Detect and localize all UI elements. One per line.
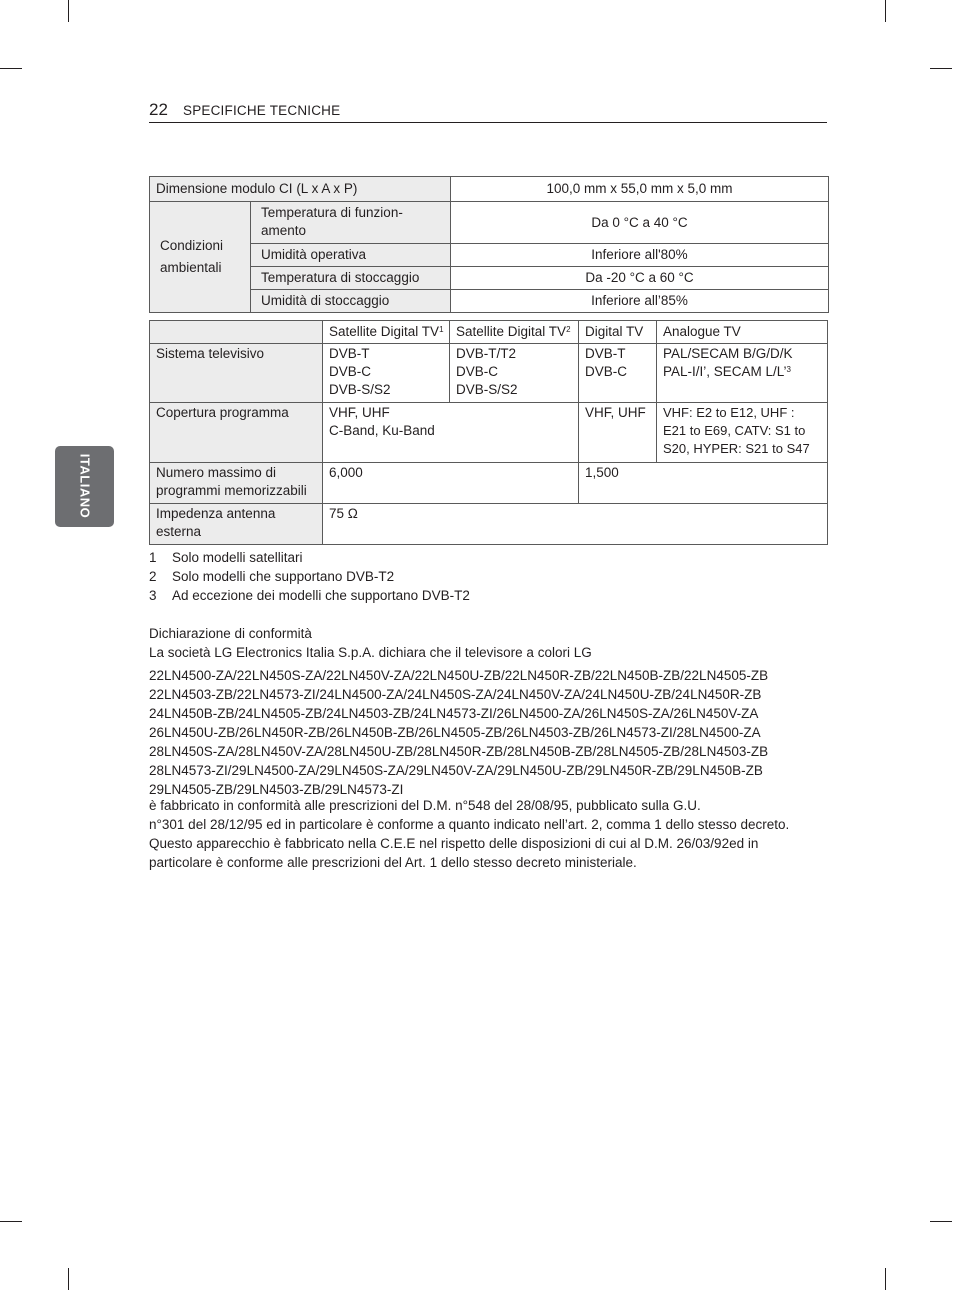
cell-line: DVB-C xyxy=(585,364,628,379)
body-line: n°301 del 28/12/95 ed in particolare è conforme a quanto indicato nell’art. 2, comma 1 dello stesso decreto. xyxy=(149,817,790,832)
environment-label-line: ambientali xyxy=(160,260,222,275)
header-satellite-digital-tv-2 xyxy=(450,321,579,344)
cell-line: E21 to E69, CATV: S1 to xyxy=(663,423,806,438)
row-label-coverage: Copertura programma xyxy=(150,403,323,463)
env-row-value: Inferiore all’85% xyxy=(451,290,829,313)
spec-table-tv-system xyxy=(149,320,828,545)
model-line: 24LN450B-ZB/24LN4505-ZB/24LN4503-ZB/24LN4573-ZI/26LN4500-ZA/26LN450S-ZA/26LN450V-ZA xyxy=(149,706,759,721)
page-number: 22 xyxy=(149,100,168,119)
cell-line: DVB-T xyxy=(585,346,626,361)
model-line: 28LN450S-ZA/28LN450V-ZA/28LN450U-ZB/28LN450R-ZB/28LN450B-ZB/28LN4505-ZB/28LN4503-ZB xyxy=(149,744,769,759)
declaration-intro: La società LG Electronics Italia S.p.A. dichiara che il televisore a colori LG xyxy=(149,645,592,660)
footnote xyxy=(149,586,829,605)
footnote-number: 1 xyxy=(149,550,157,565)
tv-system-analogue xyxy=(657,344,828,403)
cell-line: DVB-T/T2 xyxy=(456,346,517,361)
crop-mark xyxy=(0,1221,22,1222)
language-tab xyxy=(55,446,114,527)
cell-line: Impedenza antenna xyxy=(156,506,276,521)
cell-line: VHF, UHF xyxy=(329,405,390,420)
table-row xyxy=(150,244,829,267)
module-size-value: 100,0 mm x 55,0 mm x 5,0 mm xyxy=(451,177,829,202)
footnote-ref: 1 xyxy=(439,325,444,334)
tv-system-satellite-2 xyxy=(450,344,579,403)
cell-line: Numero massimo di xyxy=(156,465,277,480)
env-row-value: Da 0 °C a 40 °C xyxy=(451,202,829,244)
cell-line: VHF: E2 to E12, UHF : xyxy=(663,405,795,420)
env-row-label: Umidità di stoccaggio xyxy=(251,290,451,313)
table-row xyxy=(150,504,828,545)
table-row xyxy=(150,463,828,504)
header-label: Satellite Digital TV xyxy=(329,324,440,339)
table-row xyxy=(150,202,829,244)
declaration-body xyxy=(149,796,839,872)
footnotes xyxy=(149,548,829,605)
declaration-title: Dichiarazione di conformità xyxy=(149,626,312,641)
model-line: 29LN4505-ZB/29LN4503-ZB/29LN4573-ZI xyxy=(149,782,404,797)
max-programs-satellite: 6,000 xyxy=(323,463,579,504)
tv-system-digital xyxy=(579,344,657,403)
env-row-value: Inferiore all'80% xyxy=(451,244,829,267)
header-label: Satellite Digital TV xyxy=(456,324,567,339)
cell-line xyxy=(663,363,821,381)
crop-mark xyxy=(0,68,22,69)
crop-mark xyxy=(68,1268,69,1290)
max-programs-other: 1,500 xyxy=(579,463,828,504)
crop-mark xyxy=(885,0,886,22)
model-list xyxy=(149,666,839,799)
antenna-impedance-value: 75 Ω xyxy=(323,504,828,545)
page-header xyxy=(149,100,827,123)
env-row-label: Umidità operativa xyxy=(251,244,451,267)
env-row-label: Temperatura di stoccaggio xyxy=(251,267,451,290)
table-row xyxy=(150,177,829,202)
spec-table-environment xyxy=(149,176,829,313)
declaration-of-conformity xyxy=(149,624,839,872)
cell-line: DVB-C xyxy=(456,364,499,379)
table-row xyxy=(150,403,828,463)
footnote-ref: 3 xyxy=(786,365,791,374)
empty-header-cell xyxy=(150,321,323,344)
cell-line: DVB-C xyxy=(329,364,372,379)
footnote xyxy=(149,567,829,586)
crop-mark xyxy=(930,1221,952,1222)
env-row-value: Da -20 °C a 60 °C xyxy=(451,267,829,290)
footnote-ref: 2 xyxy=(566,325,571,334)
cell-line: DVB-T xyxy=(329,346,370,361)
coverage-analogue xyxy=(657,403,828,463)
cell-line: PAL/SECAM B/G/D/K xyxy=(663,346,793,361)
footnote-number: 3 xyxy=(149,588,157,603)
model-line: 22LN4503-ZB/22LN4573-ZI/24LN4500-ZA/24LN450S-ZA/24LN450V-ZA/24LN450U-ZB/24LN450R-ZB xyxy=(149,687,762,702)
crop-mark xyxy=(885,1268,886,1290)
model-line: 26LN450U-ZB/26LN450R-ZB/26LN450B-ZB/26LN4505-ZB/26LN4503-ZB/26LN4573-ZI/28LN4500-ZA xyxy=(149,725,761,740)
footnote xyxy=(149,548,829,567)
footnote-text: Ad eccezione dei modelli che supportano DVB-T2 xyxy=(172,588,470,603)
header-satellite-digital-tv xyxy=(323,321,450,344)
table-header-row xyxy=(150,321,828,344)
table-row xyxy=(150,290,829,313)
footnote-text: Solo modelli che supportano DVB-T2 xyxy=(172,569,395,584)
table-row xyxy=(150,267,829,290)
row-label-antenna xyxy=(150,504,323,545)
cell-line: DVB-S/S2 xyxy=(456,382,518,397)
cell-line: C-Band, Ku-Band xyxy=(329,423,435,438)
coverage-digital: VHF, UHF xyxy=(579,403,657,463)
footnote-number: 2 xyxy=(149,569,157,584)
row-label-max-programs xyxy=(150,463,323,504)
coverage-satellite xyxy=(323,403,579,463)
cell-line: programmi memorizzabili xyxy=(156,483,307,498)
row-label-tv-system: Sistema televisivo xyxy=(150,344,323,403)
header-digital-tv: Digital TV xyxy=(579,321,657,344)
body-line: Questo apparecchio è fabbricato nella C.E.E nel rispetto delle disposizioni di cui al D.M. 26/03/92ed in xyxy=(149,836,759,851)
model-line: 28LN4573-ZI/29LN4500-ZA/29LN450S-ZA/29LN450V-ZA/29LN450U-ZB/29LN450R-ZB/29LN450B-ZB xyxy=(149,763,763,778)
section-title: SPECIFICHE TECNICHE xyxy=(183,103,341,118)
crop-mark xyxy=(68,0,69,22)
tv-system-satellite xyxy=(323,344,450,403)
crop-mark xyxy=(930,68,952,69)
environment-label-line: Condizioni xyxy=(160,238,224,253)
module-size-label: Dimensione modulo CI (L x A x P) xyxy=(150,177,451,202)
header-analogue-tv: Analogue TV xyxy=(657,321,828,344)
body-line: è fabbricato in conformità alle prescrizioni del D.M. n°548 del 28/08/95, pubblicato sulla G.U. xyxy=(149,798,701,813)
language-tab-label: ITALIANO xyxy=(77,453,93,519)
environment-label xyxy=(150,202,251,313)
cell-line: S20, HYPER: S21 to S47 xyxy=(663,441,810,456)
cell-text: PAL-I/I’, SECAM L/L’ xyxy=(663,364,787,379)
cell-line: DVB-S/S2 xyxy=(329,382,391,397)
body-line: particolare è conforme alle prescrizioni del Art. 1 dello stesso decreto ministeriale. xyxy=(149,855,637,870)
model-line: 22LN4500-ZA/22LN450S-ZA/22LN450V-ZA/22LN450U-ZB/22LN450R-ZB/22LN450B-ZB/22LN4505-ZB xyxy=(149,668,769,683)
cell-line: esterna xyxy=(156,524,202,539)
footnote-text: Solo modelli satellitari xyxy=(172,550,303,565)
env-row-label: Temperatura di funzion-amento xyxy=(251,202,451,244)
table-row xyxy=(150,344,828,403)
